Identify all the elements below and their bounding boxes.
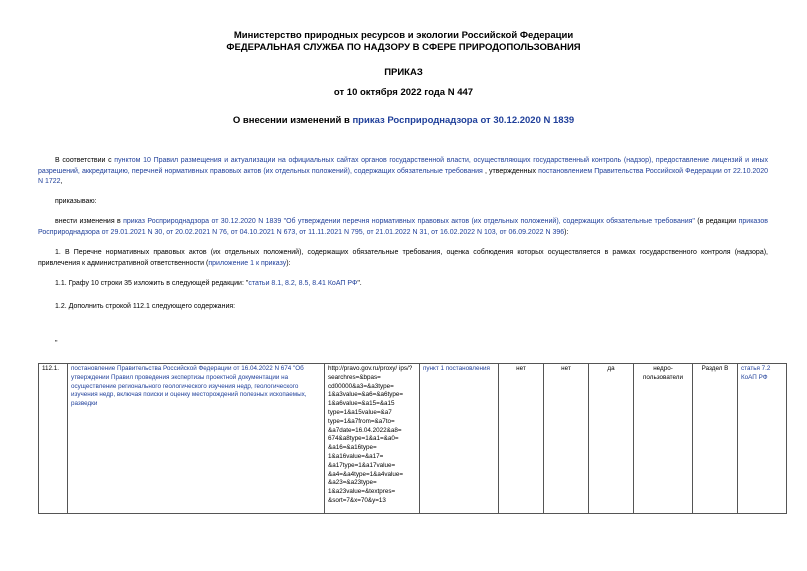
paragraph-item-1-2 [38, 302, 768, 313]
p6-text: 1.2. Дополнить строкой 112.1 следующего содержания: [55, 303, 236, 310]
cell-act-link[interactable]: постановление Правительства Российской Федерации от 16.04.2022 N 674 "Об утверждении Правил проведения экспертизы проектной документации на осуществление регионального геологического изучения недр, геологического изучения недр, включая поиски и оценку месторождений полезных ископаемых, разведки [68, 364, 325, 514]
doc-title-link[interactable]: приказ Росприроднадзора от 30.12.2020 N 1839 [352, 115, 575, 126]
doc-title-prefix: О внесении изменений в [232, 115, 353, 126]
p4-text-b: ): [286, 259, 291, 267]
p1-text-b: , утвержденных [482, 167, 539, 175]
amendment-table [38, 363, 787, 514]
p1-text-c: , [60, 178, 63, 185]
quote-mark: " [55, 340, 58, 347]
p3-text-c: ): [564, 228, 569, 236]
p2-text: приказываю: [55, 198, 97, 205]
p4-link-appendix[interactable]: приложение 1 к приказу [208, 259, 287, 267]
paragraph-item-1-1 [38, 279, 768, 290]
cell-users: недро- пользователи [634, 364, 693, 514]
p4-text-a: 1. В Перечне нормативных правовых актов (их отдельных положений), содержащих обязательные требования, оценка соблюдения которых осуществляется в рамках государственного контроля (надзора), привлечения к административной ответственности ( [38, 249, 768, 267]
cell-col-a: нет [499, 364, 544, 514]
paragraph-amend [38, 217, 768, 238]
cell-number: 112.1. [39, 364, 68, 514]
cell-clause-link[interactable]: пункт 1 постановления [420, 364, 499, 514]
paragraph-order [38, 197, 768, 208]
ministry-name: Министерство природных ресурсов и экологии Российской Федерации [233, 30, 574, 41]
cell-url: http://pravo.gov.ru/proxy/ ips/?searchres=&bpas= cd00000&a3=&a3type= 1&a3value=&a6=&a6type= 1&a6value=&a15=&a15 type=1&a15value=&a7 type=1&a7from=&a7to= &a7date=16.04.2022&a8= 674&a8type=1&a1=&a0= &a16=&a16type= 1&a16value=&a17= &a17type=1&a17value= &a4=&a4type=1&a4value= &a23=&a23type= 1&a23value=&textpres= &sort=7&x=70&y=13 [325, 364, 420, 514]
doc-title [0, 115, 807, 126]
paragraph-basis [38, 156, 768, 188]
cell-section: Раздел В [693, 364, 738, 514]
p3-text-a: внести изменения в [55, 218, 124, 225]
p3-text-b: (в редакции [694, 218, 739, 225]
p5-text-b: ". [357, 280, 362, 287]
cell-col-b: нет [544, 364, 589, 514]
cell-koap-link[interactable]: статья 7.2 КоАП РФ [738, 364, 787, 514]
p1-text-a: В соответствии с [55, 157, 115, 164]
service-name: ФЕДЕРАЛЬНАЯ СЛУЖБА ПО НАДЗОРУ В СФЕРЕ ПРИРОДОПОЛЬЗОВАНИЯ [226, 42, 581, 53]
table-row [39, 364, 787, 514]
cell-col-c: да [589, 364, 634, 514]
p5-text-a: 1.1. Графу 10 строки 35 изложить в следующей редакции: " [55, 280, 249, 287]
doc-date-number: от 10 октября 2022 года N 447 [333, 87, 474, 98]
p3-link-revisions[interactable]: приказов Росприроднадзора от 29.01.2021 N 30, от 20.02.2021 N 76, от 04.10.2021 N 673, от 11.11.2021 N 795, от 21.01.2022 N 31, от 16.02.2022 N 103, от 06.09.2022 N 396 [38, 218, 768, 236]
doc-type: ПРИКАЗ [384, 67, 423, 78]
p3-link-order[interactable]: приказ Росприроднадзора от 30.12.2020 N 1839 "Об утверждении перечня нормативных правовых актов (их отдельных положений), содержащих обязательные требования" [123, 218, 695, 225]
p1-link-resolution[interactable]: постановлением Правительства Российской Федерации от 22.10.2020 N 1722 [38, 167, 768, 185]
p5-link-koap[interactable]: статьи 8.1, 8.2, 8.5, 8.41 КоАП РФ [248, 280, 358, 287]
p1-link-rules[interactable]: пунктом 10 Правил размещения и актуализации на официальных сайтах органов государственной власти, осуществляющих государственный контроль (надзор), предоставление лицензий и иных разрешений, аккредитацию, перечней нормативных правовых актов (их отдельных положений), содержащих обязательные требования [38, 157, 769, 175]
paragraph-item-1 [38, 248, 768, 269]
